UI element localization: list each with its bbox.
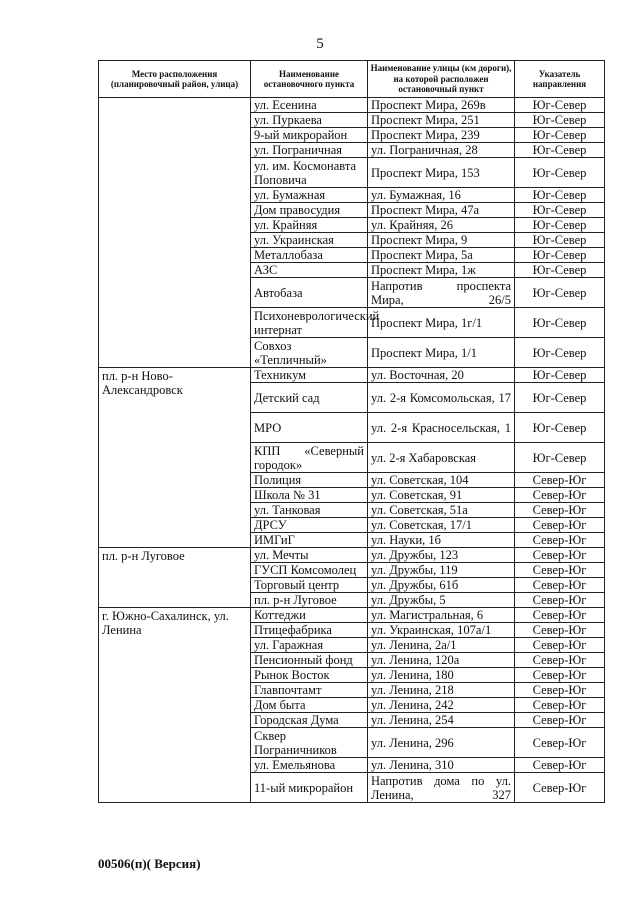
street-cell: ул. Дружбы, 123 <box>368 548 515 563</box>
street-cell: ул. Ленина, 242 <box>368 698 515 713</box>
stop-name-cell: Торговый центр <box>251 578 368 593</box>
stop-name-cell: ГУСП Комсомолец <box>251 563 368 578</box>
header-direction: Указатель направления <box>515 61 605 98</box>
direction-cell: Север-Юг <box>515 758 605 773</box>
stop-name-cell: ул. Танковая <box>251 503 368 518</box>
stop-name-cell: ул. Есенина <box>251 98 368 113</box>
direction-cell: Север-Юг <box>515 503 605 518</box>
footer-code: 00506(п)( Версия) <box>98 856 201 871</box>
stop-name-cell: ул. Гаражная <box>251 638 368 653</box>
direction-cell: Юг-Север <box>515 233 605 248</box>
street-cell: ул. Восточная, 20 <box>368 368 515 383</box>
direction-cell: Юг-Север <box>515 203 605 218</box>
stop-name-cell: ул. Пуркаева <box>251 113 368 128</box>
table-body <box>99 98 605 803</box>
street-cell: ул. 2-я Комсомольская, 17 <box>368 383 515 413</box>
direction-cell: Юг-Север <box>515 368 605 383</box>
stop-name-cell: Городская Дума <box>251 713 368 728</box>
street-cell: ул. Магистральная, 6 <box>368 608 515 623</box>
stop-name-cell: Птицефабрика <box>251 623 368 638</box>
street-cell: Проспект Мира, 269в <box>368 98 515 113</box>
direction-cell: Север-Юг <box>515 713 605 728</box>
direction-cell: Север-Юг <box>515 593 605 608</box>
street-cell: ул. Советская, 104 <box>368 473 515 488</box>
direction-cell: Юг-Север <box>515 383 605 413</box>
stop-name-cell: ул. им. Космонавта Поповича <box>251 158 368 188</box>
direction-cell: Юг-Север <box>515 158 605 188</box>
stop-name-cell: 11-ый микрорайон <box>251 773 368 803</box>
direction-cell: Юг-Север <box>515 128 605 143</box>
page-number: 5 <box>316 36 324 52</box>
stop-name-cell: ДРСУ <box>251 518 368 533</box>
street-cell: ул. Ленина, 218 <box>368 683 515 698</box>
street-cell: ул. Дружбы, 5 <box>368 593 515 608</box>
street-cell: ул. Украинская, 107а/1 <box>368 623 515 638</box>
street-cell: ул. Крайняя, 26 <box>368 218 515 233</box>
direction-cell: Север-Юг <box>515 488 605 503</box>
stop-name-cell: Дом правосудия <box>251 203 368 218</box>
direction-cell: Север-Юг <box>515 773 605 803</box>
stop-name-cell: АЗС <box>251 263 368 278</box>
direction-cell: Север-Юг <box>515 578 605 593</box>
direction-cell: Север-Юг <box>515 533 605 548</box>
direction-cell: Юг-Север <box>515 308 605 338</box>
street-cell: ул. Ленина, 120а <box>368 653 515 668</box>
header-street-name: Наименование улицы (км дороги), на которой расположен остановочный пункт <box>368 61 515 98</box>
location-cell <box>99 98 251 368</box>
street-cell: Напротив проспекта Мира, 26/5 <box>368 278 515 308</box>
stops-table <box>98 60 605 803</box>
street-cell: ул. 2-я Красносельская, 1 <box>368 413 515 443</box>
street-cell: Проспект Мира, 1ж <box>368 263 515 278</box>
direction-cell: Юг-Север <box>515 143 605 158</box>
direction-cell: Север-Юг <box>515 698 605 713</box>
direction-cell: Юг-Север <box>515 443 605 473</box>
street-cell: Проспект Мира, 251 <box>368 113 515 128</box>
stop-name-cell: ул. Бумажная <box>251 188 368 203</box>
street-cell: ул. Ленина, 180 <box>368 668 515 683</box>
table-row <box>99 368 605 383</box>
direction-cell: Север-Юг <box>515 563 605 578</box>
street-cell: Проспект Мира, 153 <box>368 158 515 188</box>
direction-cell: Север-Юг <box>515 518 605 533</box>
street-cell: ул. Советская, 91 <box>368 488 515 503</box>
stop-name-cell: 9-ый микрорайон <box>251 128 368 143</box>
direction-cell: Север-Юг <box>515 683 605 698</box>
direction-cell: Юг-Север <box>515 248 605 263</box>
direction-cell: Юг-Север <box>515 263 605 278</box>
street-cell: Проспект Мира, 9 <box>368 233 515 248</box>
stop-name-cell: Металлобаза <box>251 248 368 263</box>
stop-name-cell: пл. р-н Луговое <box>251 593 368 608</box>
stop-name-cell: Сквер Пограничников <box>251 728 368 758</box>
direction-cell: Север-Юг <box>515 638 605 653</box>
stop-name-cell: Полиция <box>251 473 368 488</box>
stop-name-cell: Рынок Восток <box>251 668 368 683</box>
direction-cell: Север-Юг <box>515 623 605 638</box>
stop-name-cell: Детский сад <box>251 383 368 413</box>
street-cell: ул. Советская, 51а <box>368 503 515 518</box>
direction-cell: Север-Юг <box>515 473 605 488</box>
stop-name-cell: Техникум <box>251 368 368 383</box>
stop-name-cell: Совхоз «Тепличный» <box>251 338 368 368</box>
stop-name-cell: КПП «Северный городок» <box>251 443 368 473</box>
stop-name-cell: Главпочтамт <box>251 683 368 698</box>
direction-cell: Север-Юг <box>515 608 605 623</box>
stop-name-cell: ул. Крайняя <box>251 218 368 233</box>
stop-name-cell: Школа № 31 <box>251 488 368 503</box>
stop-name-cell: Пенсионный фонд <box>251 653 368 668</box>
direction-cell: Юг-Север <box>515 113 605 128</box>
street-cell: ул. Ленина, 310 <box>368 758 515 773</box>
stop-name-cell: Психоневрологический интернат <box>251 308 368 338</box>
street-cell: ул. Бумажная, 16 <box>368 188 515 203</box>
direction-cell: Север-Юг <box>515 548 605 563</box>
stop-name-cell: ИМГиГ <box>251 533 368 548</box>
stop-name-cell: Автобаза <box>251 278 368 308</box>
direction-cell: Север-Юг <box>515 668 605 683</box>
stop-name-cell: Дом быта <box>251 698 368 713</box>
location-cell: пл. р-н Ново-Александровск <box>99 368 251 548</box>
street-cell: ул. Науки, 1б <box>368 533 515 548</box>
street-cell: Проспект Мира, 1/1 <box>368 338 515 368</box>
street-cell: ул. 2-я Хабаровская <box>368 443 515 473</box>
street-cell: ул. Советская, 17/1 <box>368 518 515 533</box>
direction-cell: Юг-Север <box>515 278 605 308</box>
direction-cell: Юг-Север <box>515 338 605 368</box>
direction-cell: Юг-Север <box>515 413 605 443</box>
street-cell: ул. Дружбы, 119 <box>368 563 515 578</box>
street-cell: Напротив дома по ул. Ленина, 327 <box>368 773 515 803</box>
table-row <box>99 98 605 113</box>
table-header-row <box>99 61 605 98</box>
direction-cell: Север-Юг <box>515 653 605 668</box>
street-cell: ул. Дружбы, 61б <box>368 578 515 593</box>
direction-cell: Юг-Север <box>515 188 605 203</box>
street-cell: Проспект Мира, 47а <box>368 203 515 218</box>
stop-name-cell: ул. Мечты <box>251 548 368 563</box>
location-cell: г. Южно-Сахалинск, ул. Ленина <box>99 608 251 803</box>
street-cell: ул. Ленина, 2а/1 <box>368 638 515 653</box>
header-location: Место расположения (планировочный район, улица) <box>99 61 251 98</box>
direction-cell: Юг-Север <box>515 218 605 233</box>
stop-name-cell: ул. Пограничная <box>251 143 368 158</box>
street-cell: ул. Ленина, 296 <box>368 728 515 758</box>
street-cell: Проспект Мира, 5а <box>368 248 515 263</box>
location-cell: пл. р-н Луговое <box>99 548 251 608</box>
direction-cell: Юг-Север <box>515 98 605 113</box>
header-stop-name: Наименование остановочного пункта <box>251 61 368 98</box>
street-cell: Проспект Мира, 1г/1 <box>368 308 515 338</box>
table-row <box>99 608 605 623</box>
table-row <box>99 548 605 563</box>
stop-name-cell: Коттеджи <box>251 608 368 623</box>
stop-name-cell: ул. Емельянова <box>251 758 368 773</box>
direction-cell: Север-Юг <box>515 728 605 758</box>
stop-name-cell: ул. Украинская <box>251 233 368 248</box>
stop-name-cell: МРО <box>251 413 368 443</box>
street-cell: ул. Ленина, 254 <box>368 713 515 728</box>
street-cell: ул. Пограничная, 28 <box>368 143 515 158</box>
street-cell: Проспект Мира, 239 <box>368 128 515 143</box>
